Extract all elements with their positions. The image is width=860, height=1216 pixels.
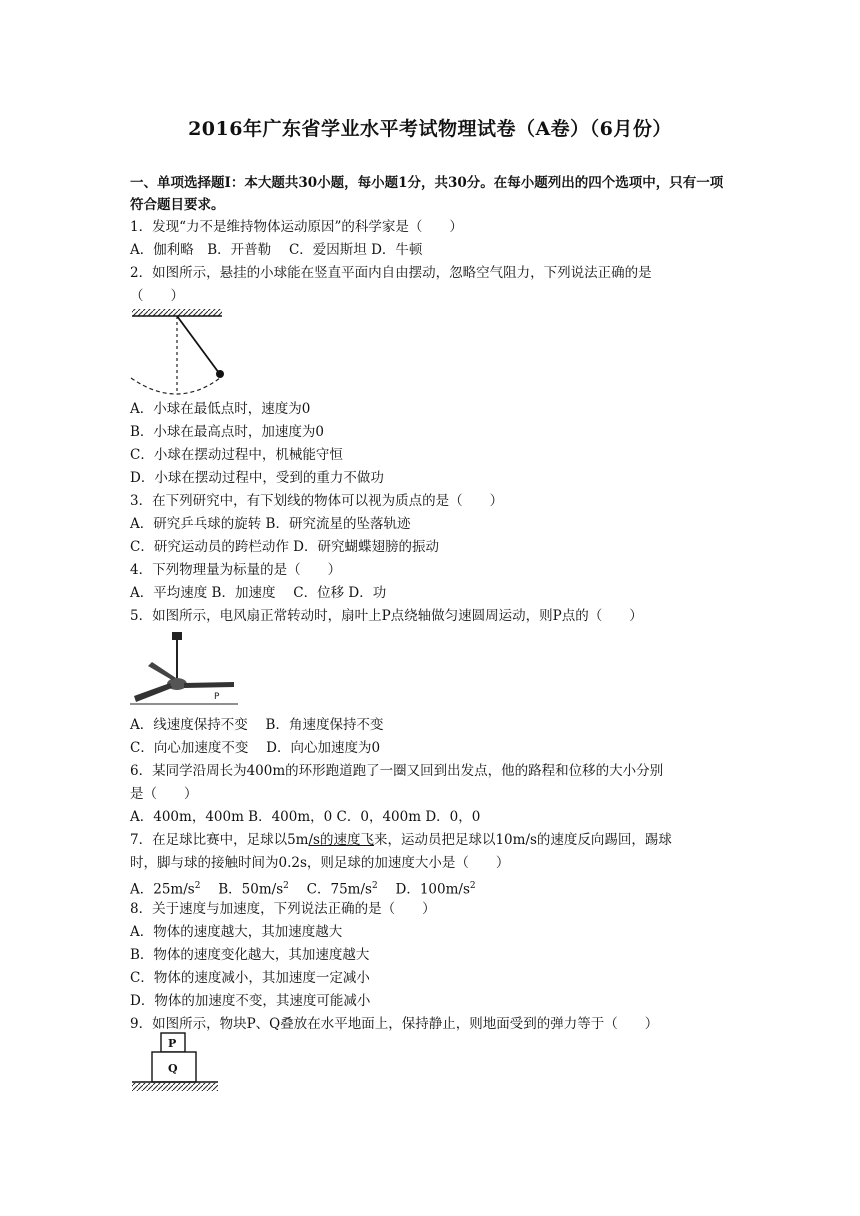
- question-4-stem: 4．下列物理量为标量的是（ ）: [130, 562, 342, 578]
- question-3-options-ab: A．研究乒乓球的旋转 B．研究流星的坠落轨迹: [130, 516, 411, 532]
- question-7-option-a: A．25m/s: [130, 881, 195, 898]
- question-9-stem: 9．如图所示，物块P、Q叠放在水平地面上，保持静止，则地面受到的弹力等于（ ）: [130, 1016, 659, 1032]
- question-7-stem: [130, 831, 672, 849]
- question-8-stem: 8．关于速度与加速度，下列说法正确的是（ ）: [130, 901, 436, 917]
- question-7-stem-part-a: 7．在足球比赛中，足球以5m: [130, 832, 309, 848]
- question-7-option-c: C．75m/s: [306, 881, 372, 898]
- question-4-options: A．平均速度 B．加速度 C．位移 D．功: [130, 585, 387, 601]
- question-7-option-d-sup: 2: [469, 881, 476, 891]
- ceiling-fan-figure: [128, 628, 240, 706]
- question-3-options-cd: C．研究运动员的跨栏动作 D．研究蝴蝶翅膀的振动: [130, 539, 439, 555]
- question-7-option-d: D．100m/s: [395, 881, 470, 898]
- fan-blade-back: [148, 662, 176, 680]
- question-7-stem-cont: 时，脚与球的接触时间为0.2s，则足球的加速度大小是（ ）: [130, 855, 510, 871]
- question-6-options: A．400m，400m B．400m，0 C．0，400m D．0，0: [130, 809, 481, 825]
- question-6-stem-cont: 是（ ）: [130, 786, 198, 802]
- question-2-option-b: B．小球在最高点时，加速度为0: [130, 424, 325, 440]
- question-5-stem: 5．如图所示，电风扇正常转动时，扇叶上P点绕轴做匀速圆周运动，则P点的（ ）: [130, 608, 643, 624]
- pendulum-ball: [216, 370, 224, 378]
- question-2-option-a: A．小球在最低点时，速度为0: [130, 401, 311, 417]
- question-5-options-ab: A．线速度保持不变 B．角速度保持不变: [130, 717, 384, 733]
- question-8-option-c: C．物体的速度减小，其加速度一定减小: [130, 970, 370, 986]
- question-2-option-c: C．小球在摆动过程中，机械能守恒: [130, 447, 343, 463]
- section-header: 一、单项选择题Ⅰ：本大题共30小题，每小题1分，共30分。在每小题列出的四个选项中，只有一项符合题目要求。: [130, 175, 724, 213]
- question-8-option-d: D．物体的加速度不变，其速度可能减小: [130, 993, 371, 1009]
- question-5-options-cd: C．向心加速度不变 D．向心加速度为0: [130, 740, 381, 756]
- fan-blade-left: [134, 683, 172, 702]
- question-7-stem-underlined: /s的速度飞: [308, 832, 374, 848]
- pendulum-figure: [128, 306, 228, 400]
- question-2-stem: 2．如图所示，悬挂的小球能在竖直平面内自由摆动，忽略空气阻力，下列说法正确的是: [130, 265, 652, 281]
- question-7-option-b: B．50m/s: [218, 881, 284, 898]
- question-2-bracket: （ ）: [130, 288, 184, 304]
- stacked-blocks-figure: [128, 1030, 220, 1098]
- ground-hatch: [132, 1083, 218, 1091]
- question-7-options: [130, 877, 476, 899]
- fan-blade-right: [184, 682, 234, 688]
- question-3-stem: 3．在下列研究中，有下划线的物体可以视为质点的是（ ）: [130, 493, 504, 509]
- question-8-option-b: B．物体的速度变化越大，其加速度越大: [130, 947, 370, 963]
- swing-arc: [131, 378, 220, 394]
- question-2-option-d: D．小球在摆动过程中，受到的重力不做功: [130, 470, 384, 486]
- point-p-label: P: [214, 692, 220, 702]
- question-7-option-b-sup: 2: [283, 881, 289, 891]
- question-7-option-c-sup: 2: [371, 881, 378, 891]
- block-p-label: P: [168, 1037, 177, 1050]
- question-7-stem-part-b: 来，运动员把足球以10m/s的速度反向踢回，踢球: [373, 832, 672, 848]
- ceiling-hatch: [132, 309, 222, 316]
- question-8-option-a: A．物体的速度越大，其加速度越大: [130, 924, 343, 940]
- pendulum-string: [177, 316, 219, 373]
- fan-mount: [172, 632, 182, 640]
- question-7-option-a-sup: 2: [194, 881, 201, 891]
- question-6-stem: 6．某同学沿周长为400m的环形跑道跑了一圈又回到出发点，他的路程和位移的大小分别: [130, 763, 664, 779]
- question-1-options: A．伽利略 B．开普勒 C．爱因斯坦 D．牛顿: [130, 242, 423, 258]
- question-1-stem: 1．发现“力不是维持物体运动原因”的科学家是（ ）: [130, 219, 463, 235]
- page-title: 2016年广东省学业水平考试物理试卷（A卷）（6月份）: [188, 118, 672, 140]
- block-q-label: Q: [168, 1062, 178, 1075]
